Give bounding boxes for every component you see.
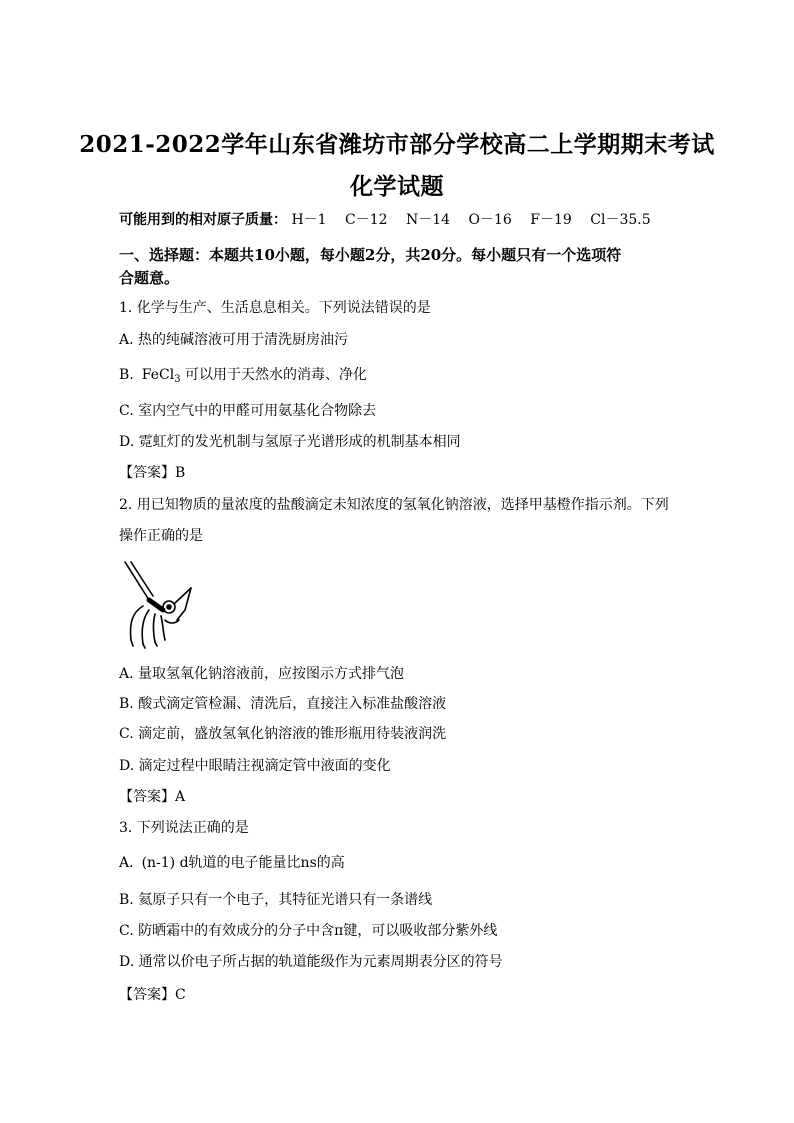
bead-dot xyxy=(167,605,171,609)
burette-tube-left xyxy=(125,562,149,600)
burette-tube-right xyxy=(131,562,153,596)
q1-option-b-letter: B. xyxy=(119,367,134,383)
q1-option-b-subscript: 3 xyxy=(174,374,181,385)
atomic-mass-cl: Cl－35.5 xyxy=(590,212,651,228)
q3-option-a-text: d轨道的电子能量比ns的高 xyxy=(179,855,345,871)
q1-stem: 1. 化学与生产、生活息息相关。下列说法错误的是 xyxy=(119,300,431,316)
atomic-mass-o: O－16 xyxy=(468,212,512,228)
exam-title: 2021-2022学年山东省潍坊市部分学校高二上学期期末考试 xyxy=(79,131,715,158)
finger-3 xyxy=(154,614,156,642)
q3-option-a xyxy=(119,853,345,873)
finger-2 xyxy=(142,610,149,644)
q3-option-b: B. 氦原子只有一个电子，其特征光谱只有一条谱线 xyxy=(119,892,433,908)
q2-option-a: A. 量取氢氧化钠溶液前，应按图示方式排气泡 xyxy=(119,666,405,682)
q2-option-c: C. 滴定前，盛放氢氧化钠溶液的锥形瓶用待装液润洗 xyxy=(119,726,447,742)
atomic-mass-label: 可能用到的相对原子质量： xyxy=(119,212,287,228)
tip-curve xyxy=(177,588,191,620)
q1-answer: 【答案】B xyxy=(119,465,186,481)
q3-answer: 【答案】C xyxy=(119,987,186,1003)
atomic-mass-list xyxy=(291,212,664,228)
q3-option-a-letter: A. xyxy=(119,855,134,871)
q1-option-b-formula: FeCl xyxy=(141,367,175,383)
burette-bubble-figure xyxy=(119,560,199,650)
q2-answer: 【答案】A xyxy=(119,789,186,805)
q3-option-a-formula: (n-1) xyxy=(141,855,176,871)
atomic-mass-c: C－12 xyxy=(345,212,388,228)
q1-option-a: A. 热的纯碱溶液可用于清洗厨房油污 xyxy=(119,332,349,348)
atomic-mass-f: F－19 xyxy=(530,212,572,228)
q1-option-b-text: 可以用于天然水的消毒、净化 xyxy=(185,367,368,383)
q3-option-d: D. 通常以价电子所占据的轨道能级作为元素周期表分区的符号 xyxy=(119,954,503,970)
atomic-mass-line xyxy=(119,210,665,230)
q3-stem: 3. 下列说法正确的是 xyxy=(119,820,249,836)
q1-option-c: C. 室内空气中的甲醛可用氨基化合物除去 xyxy=(119,403,377,419)
q1-option-b xyxy=(119,365,367,385)
q2-stem-line2: 操作正确的是 xyxy=(119,528,203,544)
exam-subtitle: 化学试题 xyxy=(350,173,444,200)
q1-option-d: D. 霓虹灯的发光机制与氢原子光谱形成的机制基本相同 xyxy=(119,434,461,450)
q3-option-c: C. 防晒霜中的有效成分的分子中含π键，可以吸收部分紫外线 xyxy=(119,923,498,939)
finger-1 xyxy=(131,606,144,640)
atomic-mass-n: N－14 xyxy=(406,212,451,228)
rubber-tube xyxy=(149,600,163,610)
section-heading-line2: 合题意。 xyxy=(119,269,180,287)
q2-stem-line1: 2. 用已知物质的量浓度的盐酸滴定未知浓度的氢氧化钠溶液，选择甲基橙作指示剂。下列 xyxy=(119,497,669,513)
atomic-mass-h: H－1 xyxy=(291,212,327,228)
q2-option-d: D. 滴定过程中眼睛注视滴定管中液面的变化 xyxy=(119,758,391,774)
q2-option-b: B. 酸式滴定管检漏、清洗后，直接注入标准盐酸溶液 xyxy=(119,696,447,712)
section-heading-line1: 一、选择题：本题共10小题，每小题2分，共20分。每小题只有一个选项符 xyxy=(119,246,622,264)
